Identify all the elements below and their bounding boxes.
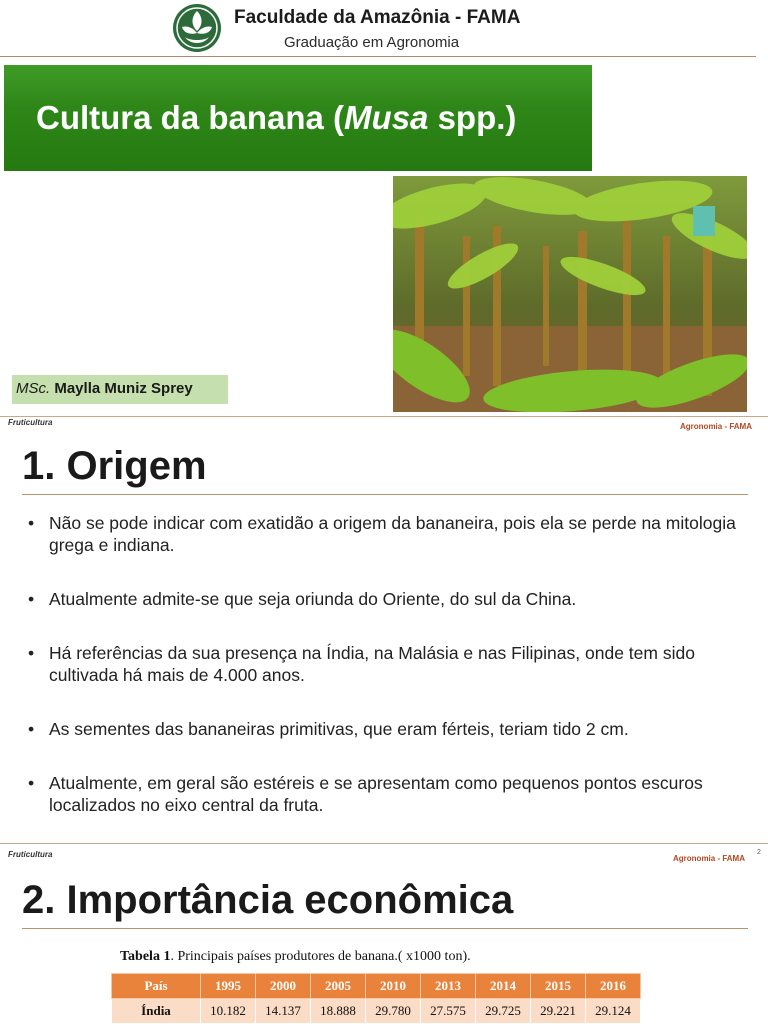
producers-table (111, 973, 641, 1024)
table-header-cell: 2010 (366, 974, 421, 999)
cover-slide (0, 0, 768, 416)
table-cell: 29.780 (366, 999, 421, 1024)
table-cell: 29.221 (531, 999, 586, 1024)
slide-title-origem: 1. Origem (22, 444, 207, 488)
header-divider (0, 56, 756, 57)
table-header-cell: 2013 (421, 974, 476, 999)
footer-course-left: Fruticultura (8, 418, 53, 427)
bullet-item: • As sementes das bananeiras primitivas, que eram férteis, teriam tido 2 cm. (28, 718, 758, 740)
author-label: MSc. Maylla Muniz Sprey (12, 375, 228, 404)
table-cell-country: Índia (112, 999, 201, 1024)
table-caption: Tabela 1. Principais países produtores de banana.( x1000 ton). (120, 949, 471, 964)
footer-course-left: Fruticultura (8, 850, 53, 859)
table-cell: 14.137 (256, 999, 311, 1024)
table-header-cell: 2000 (256, 974, 311, 999)
title-underline (22, 928, 748, 929)
bullet-item: • Atualmente admite-se que seja oriunda do Oriente, do sul da China. (28, 588, 758, 610)
table-header-cell: 2016 (586, 974, 641, 999)
table-cell: 29.124 (586, 999, 641, 1024)
table-cell: 18.888 (311, 999, 366, 1024)
table-header-cell: 2014 (476, 974, 531, 999)
origem-bullet-list (28, 512, 758, 816)
table-cell: 27.575 (421, 999, 476, 1024)
footer-program-right: Agronomia - FAMA (680, 422, 752, 431)
course-subtitle: Graduação em Agronomia (284, 34, 460, 51)
cover-title: Cultura da banana (Musa spp.) (36, 99, 517, 136)
slide-title-importancia: 2. Importância econômica (22, 878, 514, 922)
slide-separator (0, 843, 768, 844)
footer-program-right: Agronomia - FAMA (673, 854, 745, 863)
table-cell: 29.725 (476, 999, 531, 1024)
page-number: 2 (757, 849, 761, 856)
fama-logo-icon (170, 3, 224, 53)
bullet-item: • Não se pode indicar com exatidão a origem da bananeira, pois ela se perde na mitologia grega e indiana. (28, 512, 758, 556)
table-cell: 10.182 (201, 999, 256, 1024)
institution-title: Faculdade da Amazônia - FAMA (234, 7, 521, 28)
table-header-cell: 2015 (531, 974, 586, 999)
table-row (112, 999, 641, 1024)
table-header-cell: 1995 (201, 974, 256, 999)
banana-plantation-photo (393, 176, 747, 412)
slide-separator (0, 416, 768, 417)
bullet-item: • Há referências da sua presença na Índia, na Malásia e nas Filipinas, onde tem sido cultivada há mais de 4.000 anos. (28, 642, 758, 686)
title-underline (22, 494, 748, 495)
table-header-cell: País (112, 974, 201, 999)
title-banner (4, 65, 592, 171)
table-header-cell: 2005 (311, 974, 366, 999)
table-header-row (112, 974, 641, 999)
bullet-item: • Atualmente, em geral são estéreis e se apresentam como pequenos pontos escuros localizados no eixo central da fruta. (28, 772, 758, 816)
